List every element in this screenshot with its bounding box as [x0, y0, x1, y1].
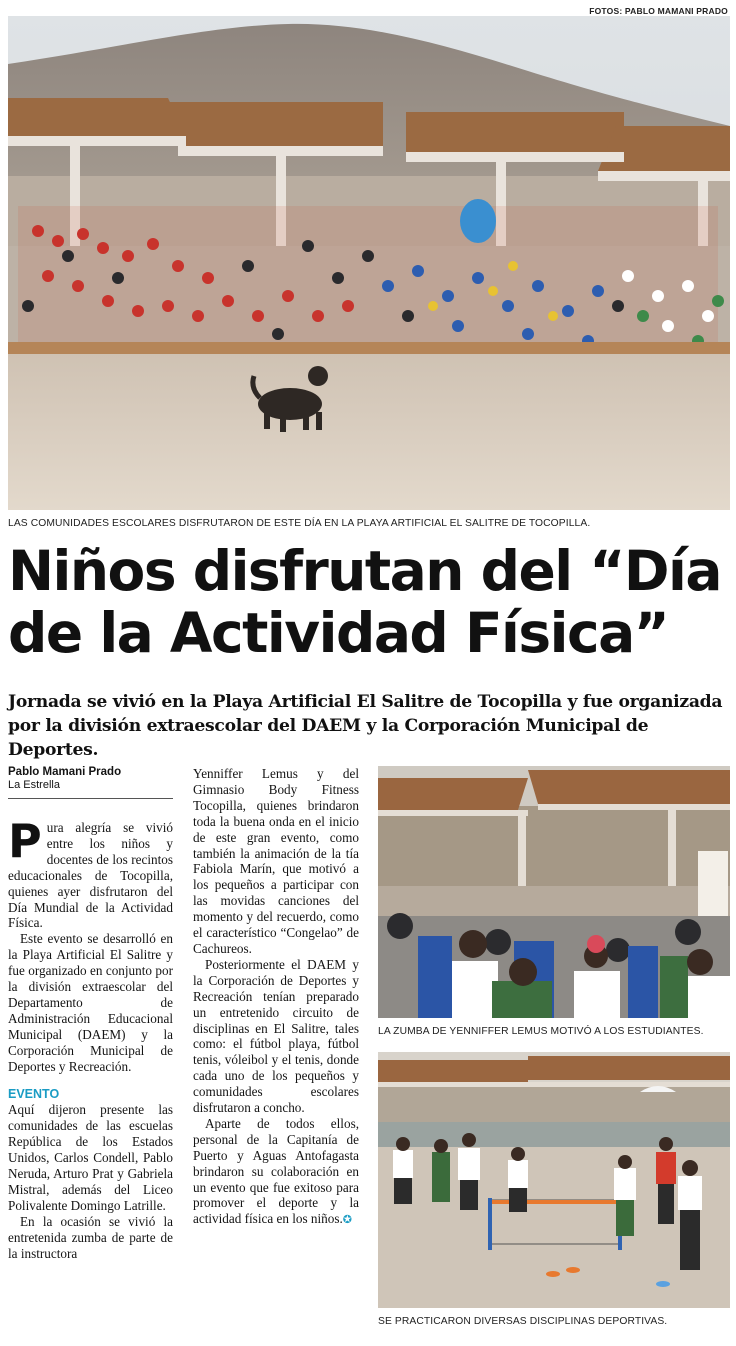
zumba-photo — [378, 766, 730, 1018]
article-paragraph-1: Pura alegría se vivió entre los niños y docentes de los recintos educacionales de Tocopilla, quienes ayer disfrutaron del Día Mundial de la Actividad Física. — [8, 814, 173, 931]
headline-line-1: Niños disfrutan del “Día — [8, 539, 722, 603]
main-photo-caption: LAS COMUNIDADES ESCOLARES DISFRUTARON DE ESTE DÍA EN LA PLAYA ARTIFICIAL EL SALITRE DE TOCOPILLA. — [8, 518, 591, 529]
end-mark-icon: ✪ — [342, 1213, 353, 1227]
article-column-1 — [8, 814, 173, 1261]
drop-cap: P — [8, 814, 42, 868]
article-paragraph-2: Este evento se desarrolló en la Playa Artificial El Salitre y fue organizado en conjunto por la división extraescolar del Departamento de Administración Educacional Municipal (DAEM) y la Corporación Municipal de Deportes y Recreación. — [8, 931, 173, 1074]
section-heading: EVENTO — [8, 1086, 60, 1101]
article-paragraph-3: Aquí dijeron presente las comunidades de las escuelas República de los Estados Unidos, Carlos Condell, Pablo Neruda, Arturo Prat y Gabriela Mistral, además del Liceo Polivalente Domingo Latrille. — [8, 1102, 173, 1213]
byline-author: Pablo Mamani Prado — [8, 766, 122, 778]
byline-publication: La Estrella — [8, 779, 60, 791]
article-paragraph-5: Posteriormente el DAEM y la Corporación de Deportes y Recreación tenían preparado un entretenido circuito de disciplinas en El Salitre, tales como: el fútbol playa, fútbol tenis, vóleibol y el tenis, donde cada uno de los pequeños y comunidades escolares disfrutaron a concho. — [193, 956, 359, 1116]
article-paragraph-6: Aparte de todos ellos, personal de la Capitanía de Puerto y Aguas Antofagasta brindaron su colaboración en un evento que fue exitoso para promover el deporte y la actividad física en los niños.✪ — [193, 1115, 359, 1227]
sports-photo-caption: SE PRACTICARON DIVERSAS DISCIPLINAS DEPORTIVAS. — [378, 1316, 668, 1327]
headline — [8, 540, 736, 664]
article-paragraph-4-cont: Yenniffer Lemus y del Gimnasio Body Fitness Tocopilla, quienes brindaron toda la buena onda en el inicio de este gran evento, como también la animación de la tía Fabiola Marín, que motivó a los pequeños a participar con las movidas canciones del momento y del recuerdo, como el característico “Congelao” de Cachureos. — [193, 766, 359, 956]
headline-line-2: de la Actividad Física” — [8, 601, 669, 665]
byline-divider — [8, 798, 173, 799]
sports-photo — [378, 1052, 730, 1308]
article-column-2 — [193, 766, 359, 1228]
subheadline: Jornada se vivió en la Playa Artificial El Salitre de Tocopilla y fue organizada por la división extraescolar del DAEM y la Corporación Municipal de Deportes. — [8, 692, 723, 760]
photo-credit: FOTOS: PABLO MAMANI PRADO — [589, 6, 728, 16]
main-photo — [8, 16, 730, 510]
zumba-photo-caption: LA ZUMBA DE YENNIFFER LEMUS MOTIVÓ A LOS ESTUDIANTES. — [378, 1026, 704, 1037]
article-paragraph-4-start: En la ocasión se vivió la entretenida zumba de parte de la instructora — [8, 1213, 173, 1261]
